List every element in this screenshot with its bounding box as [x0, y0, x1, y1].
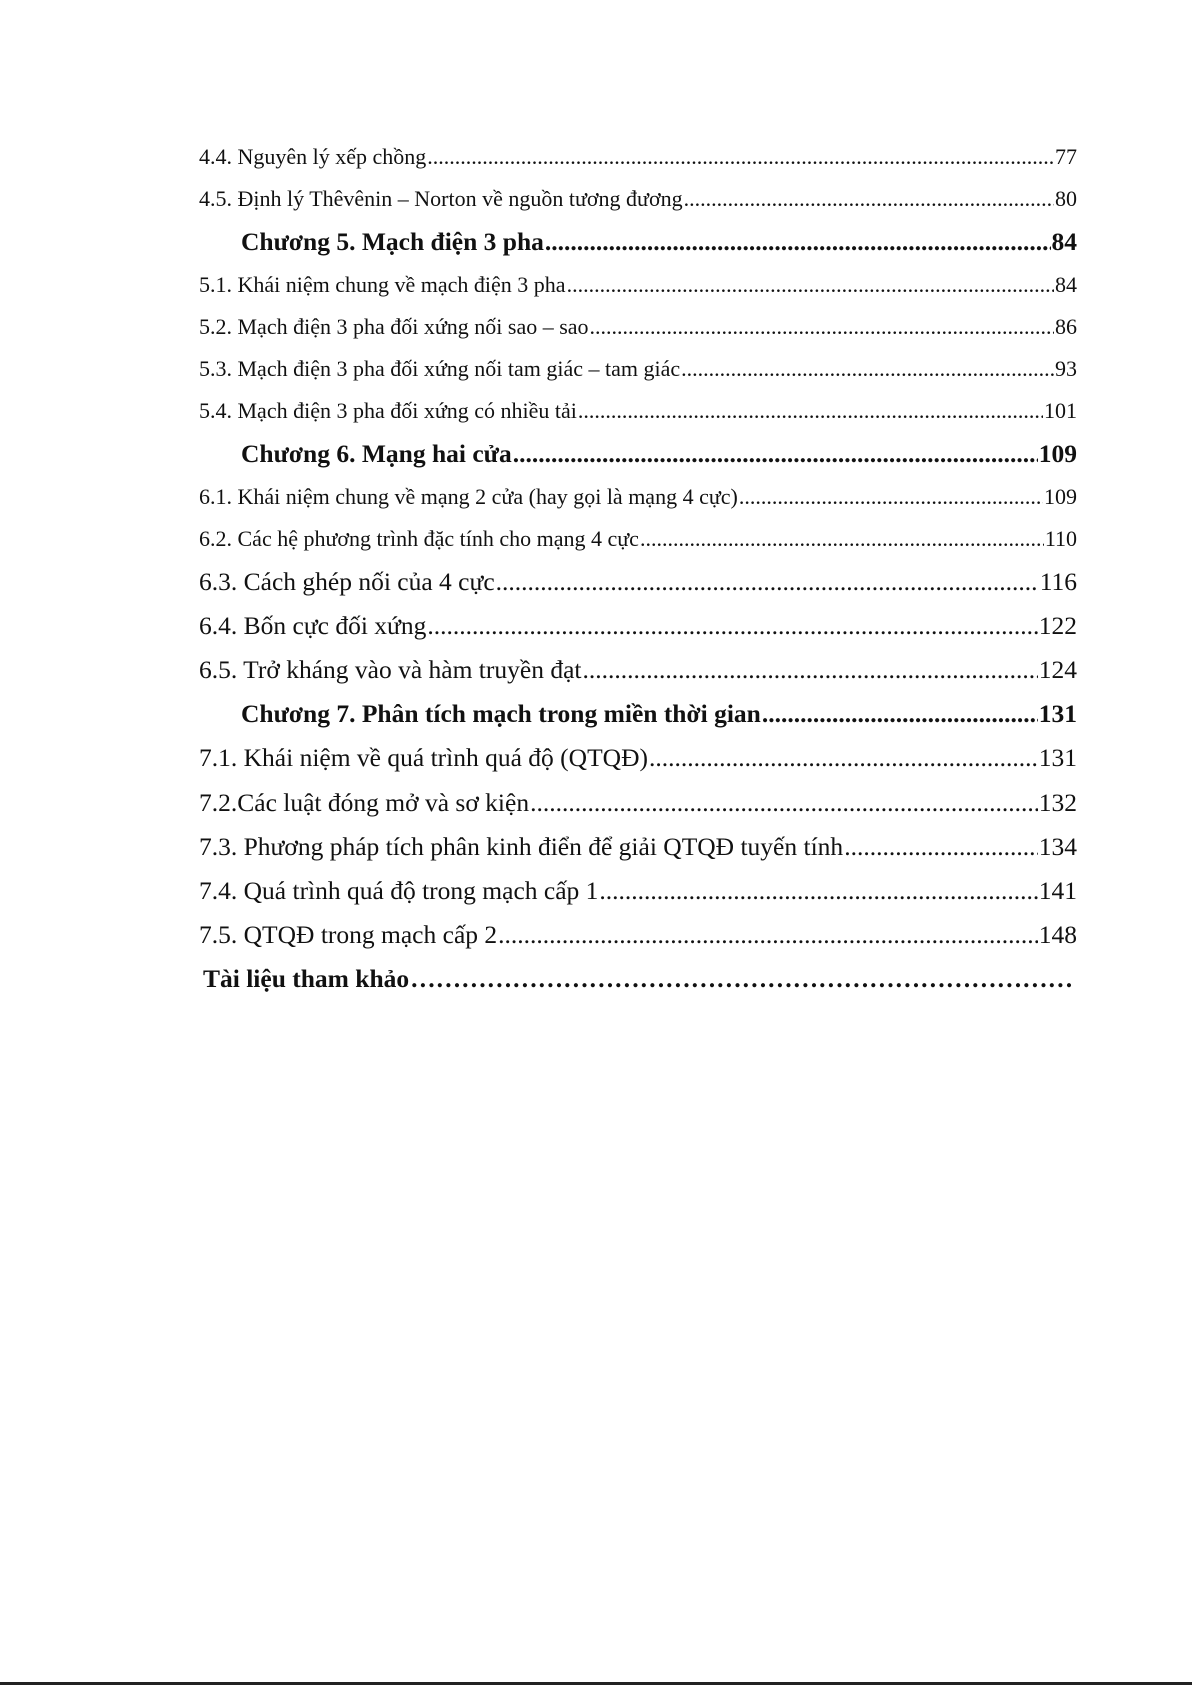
toc-entry-page: 101 [1044, 398, 1077, 423]
toc-chapter-page: 109 [1038, 439, 1077, 468]
dot-leader [496, 562, 1039, 602]
dot-leader [410, 959, 1072, 999]
toc-entry[interactable] [199, 606, 1077, 646]
toc-chapter-page: 131 [1038, 699, 1077, 728]
dot-leader [567, 265, 1054, 305]
toc-references[interactable] [203, 959, 1073, 999]
toc-chapter[interactable] [241, 434, 1077, 474]
dot-leader [530, 783, 1038, 823]
toc-entry[interactable] [199, 738, 1077, 778]
toc-entry-page: 109 [1044, 484, 1077, 509]
dot-leader [681, 349, 1054, 389]
toc-entry[interactable] [199, 179, 1077, 219]
toc-chapter-title: Chương 5. Mạch điện 3 pha [241, 227, 544, 256]
toc-entry-page: 131 [1038, 743, 1077, 772]
toc-entry-title: 6.1. Khái niệm chung về mạng 2 cửa (hay gọi là mạng 4 cực) [199, 484, 738, 509]
toc-entry[interactable] [199, 562, 1077, 602]
dot-leader [578, 391, 1043, 431]
toc-entry-title: 5.3. Mạch điện 3 pha đối xứng nối tam giác – tam giác [199, 356, 681, 381]
toc-entry-page: 116 [1039, 567, 1077, 596]
toc-entry[interactable] [199, 827, 1077, 867]
toc-entry-page: 141 [1038, 876, 1077, 905]
toc-entry[interactable] [199, 137, 1077, 177]
dot-leader [498, 915, 1038, 955]
toc-entry[interactable] [199, 265, 1077, 305]
dot-leader [427, 606, 1037, 646]
toc-chapter[interactable] [241, 694, 1077, 734]
toc-entry-title: 4.5. Định lý Thêvênin – Norton về nguồn tương đương [199, 186, 683, 211]
dot-leader [684, 179, 1054, 219]
dot-leader [739, 477, 1043, 517]
toc-entry[interactable] [199, 915, 1077, 955]
dot-leader [582, 650, 1037, 690]
dot-leader [590, 307, 1054, 347]
toc-entry-page: 124 [1038, 655, 1077, 684]
toc-entry[interactable] [199, 307, 1077, 347]
toc-chapter[interactable] [241, 222, 1077, 262]
toc-entry-title: 6.2. Các hệ phương trình đặc tính cho mạng 4 cực [199, 526, 639, 551]
toc-entry[interactable] [199, 783, 1077, 823]
toc-entry[interactable] [199, 519, 1077, 559]
toc-entry-title: 4.4. Nguyên lý xếp chồng [199, 144, 427, 169]
dot-leader [599, 871, 1037, 911]
dot-leader [545, 222, 1051, 262]
toc-entry-page: 77 [1055, 144, 1077, 169]
toc-entry-title: 6.3. Cách ghép nối của 4 cực [199, 567, 495, 596]
toc-entry[interactable] [199, 650, 1077, 690]
toc-entry[interactable] [199, 477, 1077, 517]
toc-entry-page: 110 [1044, 526, 1077, 551]
toc-entry-title: 7.4. Quá trình quá độ trong mạch cấp 1 [199, 876, 599, 905]
toc-chapter-title: Chương 7. Phân tích mạch trong miền thời gian [241, 699, 761, 728]
dot-leader [427, 137, 1054, 177]
toc-entry[interactable] [199, 391, 1077, 431]
toc-entry-page: 86 [1055, 314, 1077, 339]
toc-entry-page: 93 [1055, 356, 1077, 381]
toc-chapter-page: 84 [1051, 227, 1077, 256]
toc-entry-title: 5.4. Mạch điện 3 pha đối xứng có nhiều tải [199, 398, 577, 423]
toc-entry-title: 7.3. Phương pháp tích phân kinh điển để giải QTQĐ tuyến tính [199, 832, 844, 861]
toc-entry-title: 5.2. Mạch điện 3 pha đối xứng nối sao – sao [199, 314, 589, 339]
toc-entry-title: 7.1. Khái niệm về quá trình quá độ (QTQĐ) [199, 743, 648, 772]
toc-entry-page: 84 [1055, 272, 1077, 297]
dot-leader [640, 519, 1044, 559]
dot-leader [762, 694, 1038, 734]
toc-entry-page: 80 [1055, 186, 1077, 211]
toc-entry-title: 7.2.Các luật đóng mở và sơ kiện [199, 788, 530, 817]
toc-chapter-title: Chương 6. Mạng hai cửa [241, 439, 512, 468]
dot-leader [649, 738, 1038, 778]
toc-entry-page: 122 [1038, 611, 1077, 640]
toc-entry-title: 6.5. Trở kháng vào và hàm truyền đạt [199, 655, 582, 684]
toc-entry-page: 132 [1038, 788, 1077, 817]
toc-entry[interactable] [199, 871, 1077, 911]
toc-entry[interactable] [199, 349, 1077, 389]
toc-references-title: Tài liệu tham khảo [203, 964, 410, 993]
toc-entry-title: 7.5. QTQĐ trong mạch cấp 2 [199, 920, 498, 949]
dot-leader [513, 434, 1038, 474]
toc-entry-title: 5.1. Khái niệm chung về mạch điện 3 pha [199, 272, 566, 297]
dot-leader [844, 827, 1038, 867]
toc-entry-title: 6.4. Bốn cực đối xứng [199, 611, 427, 640]
toc-entry-page: 148 [1038, 920, 1077, 949]
toc-entry-page: 134 [1038, 832, 1077, 861]
